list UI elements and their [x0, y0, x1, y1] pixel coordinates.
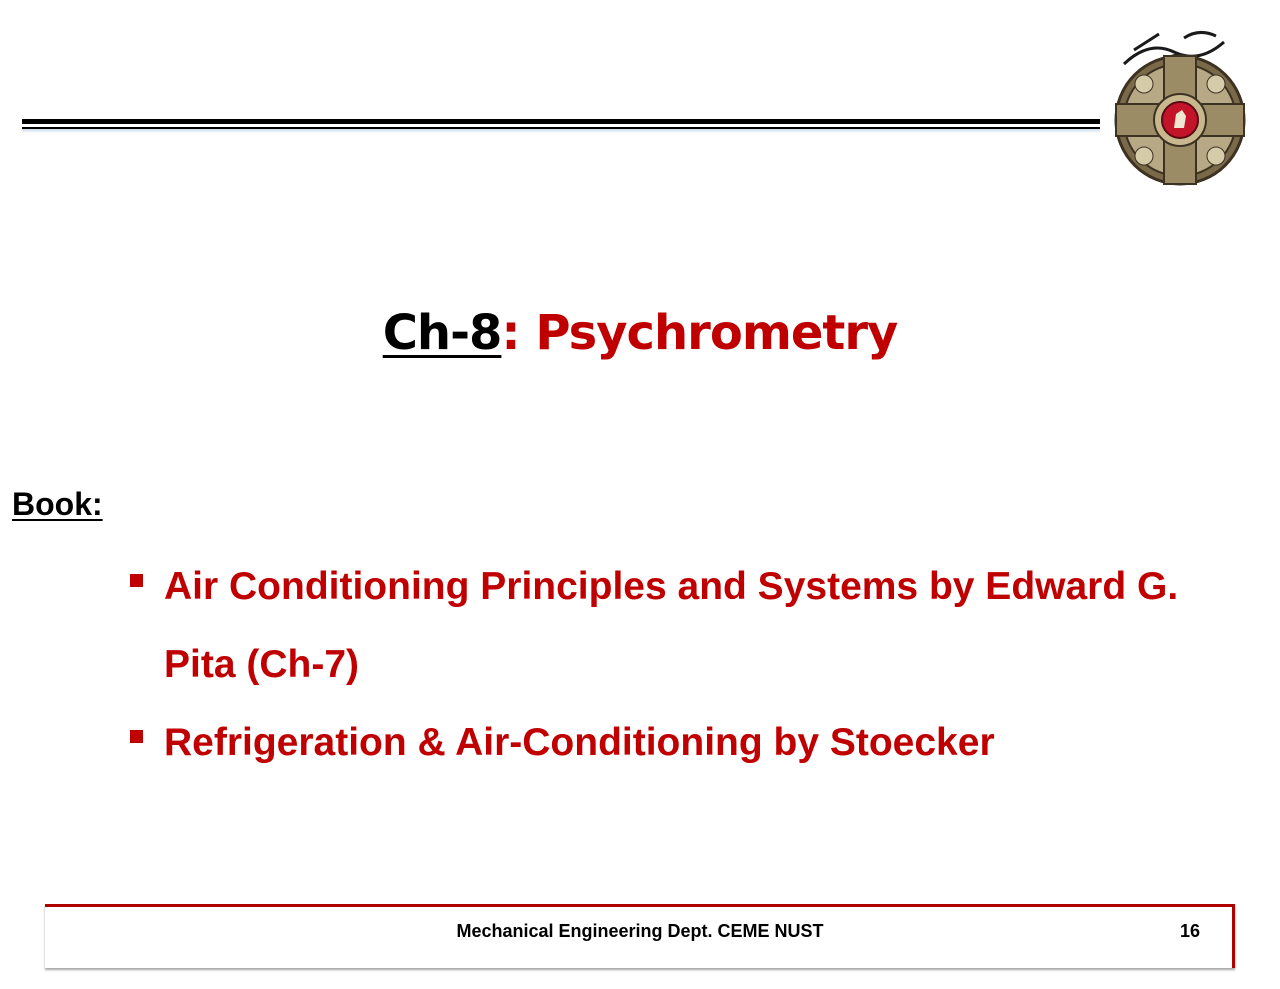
page-number: 16	[1180, 921, 1201, 941]
list-item	[128, 704, 1238, 782]
book-label: Book:	[12, 486, 103, 522]
college-crest-icon	[1104, 20, 1256, 188]
chapter-number: Ch-8	[382, 305, 502, 361]
list-item-text: Refrigeration & Air-Conditioning by Stoecker	[164, 721, 995, 764]
title-colon: :	[501, 305, 520, 361]
square-bullet-icon	[130, 730, 143, 743]
header-rule	[22, 119, 1100, 133]
footer-dept: Mechanical Engineering Dept. CEME NUST	[456, 921, 824, 941]
book-list	[128, 548, 1238, 782]
chapter-topic: Psychrometry	[535, 305, 898, 361]
slide-title	[0, 305, 1280, 361]
list-item-text: Air Conditioning Principles and Systems by Edward G. Pita (Ch-7)	[164, 565, 1179, 686]
list-item	[128, 548, 1238, 704]
square-bullet-icon	[130, 574, 143, 587]
